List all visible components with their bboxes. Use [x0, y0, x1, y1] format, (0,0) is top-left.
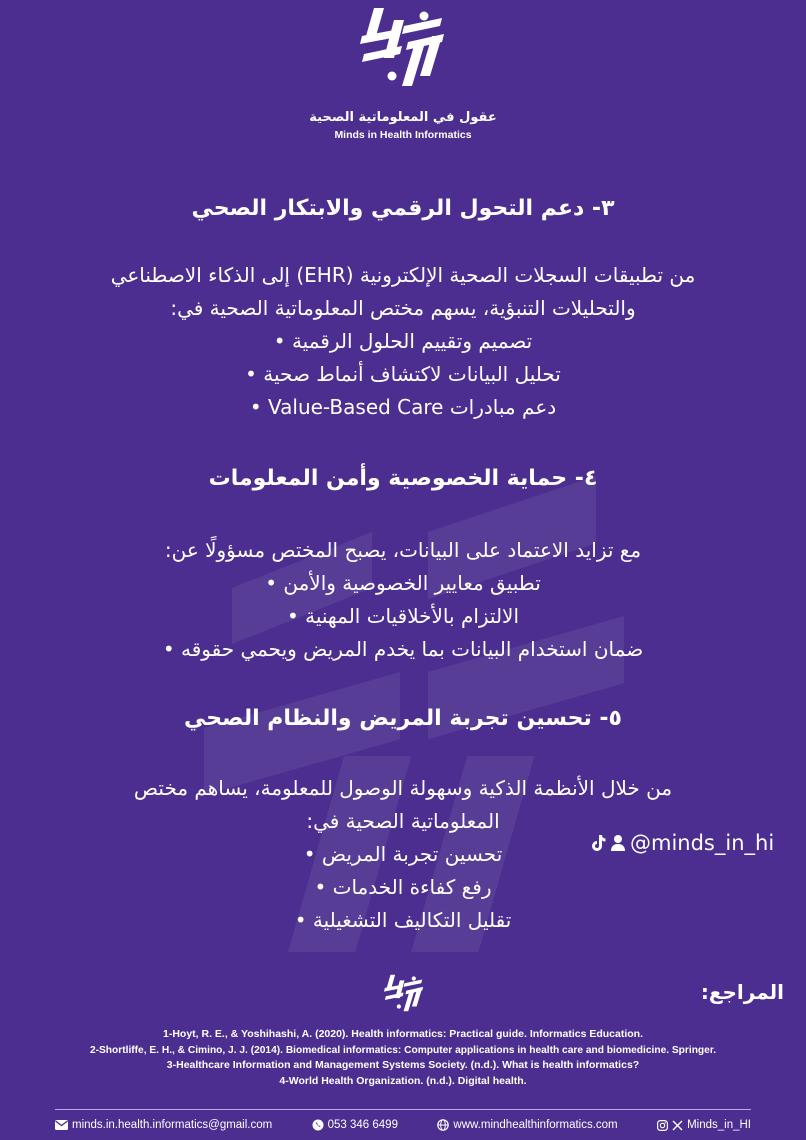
footer-website[interactable] [437, 1119, 617, 1131]
website-text: www.mindhealthinformatics.com [453, 1119, 618, 1131]
section-intro-line: مع تزايد الاعتماد على البيانات، يصبح المختص مسؤولًا عن: [164, 538, 642, 562]
section-intro-line: والتحليلات التنبؤية، يسهم مختص المعلوماتية الصحية في: [170, 296, 636, 320]
instagram-icon [657, 1120, 668, 1131]
brand-name-arabic: عقول في المعلوماتية الصحية [309, 110, 497, 125]
reference-item: 2-Shortliffe, E. H., & Cimino, J. J. (2014). Biomedical informatics: Computer applications in health care and biomedicine. Springer. [89, 1044, 717, 1056]
footer-contacts [55, 1116, 751, 1134]
brand-logo-icon [358, 6, 448, 88]
section-body-4 [40, 534, 766, 666]
globe-icon [437, 1119, 449, 1131]
bullet-item: تقليل التكاليف التشغيلية • [40, 904, 766, 937]
user-icon[interactable] [610, 834, 626, 852]
section-intro-line: من خلال الأنظمة الذكية وسهولة الوصول للمعلومة، يساهم مختص [133, 776, 673, 800]
x-handle-text: Minds_in_HI [687, 1119, 751, 1131]
whatsapp-icon [312, 1119, 324, 1131]
bullet-item: دعم مبادرات Value-Based Care • [40, 391, 766, 424]
bullet-item: تحسين تجربة المريض • [40, 838, 766, 871]
social-handle[interactable] [590, 826, 790, 860]
references-title: المراجع: [700, 980, 784, 1004]
reference-item: 1-Hoyt, R. E., & Yoshihashi, A. (2020). Health informatics: Practical guide. Informatics Education. [163, 1028, 643, 1040]
references-list [0, 1027, 806, 1089]
mail-icon [55, 1120, 68, 1130]
header-brand [0, 6, 806, 141]
email-text: minds.in.health.informatics@gmail.com [72, 1119, 273, 1131]
section-title-3: ٣- دعم التحول الرقمي والابتكار الصحي [191, 196, 615, 221]
brand-name-english: Minds in Health Informatics [334, 129, 472, 141]
bullet-item: تصميم وتقييم الحلول الرقمية • [40, 325, 766, 358]
x-icon [672, 1120, 683, 1131]
section-title-4: ٤- حماية الخصوصية وأمن المعلومات [208, 466, 598, 491]
small-brand-logo-icon [383, 972, 425, 1014]
bullet-item: الالتزام بالأخلاقيات المهنية • [40, 600, 766, 633]
footer-phone[interactable] [312, 1119, 398, 1131]
section-intro-line: من تطبيقات السجلات الصحية الإلكترونية (EHR) إلى الذكاء الاصطناعي [110, 263, 696, 287]
footer-email[interactable] [55, 1119, 272, 1131]
section-body-3 [40, 259, 766, 424]
section-intro-line: المعلوماتية الصحية في: [306, 809, 500, 833]
bullet-item: ضمان استخدام البيانات بما يخدم المريض ويحمي حقوقه • [40, 633, 766, 666]
social-handle-text: @minds_in_hi [630, 831, 775, 855]
bullet-item: رفع كفاءة الخدمات • [40, 871, 766, 904]
reference-item: 4-World Health Organization. (n.d.). Digital health. [279, 1074, 527, 1087]
phone-text: 053 346 6499 [327, 1119, 398, 1131]
section-title-5: ٥- تحسين تجربة المريض والنظام الصحي [184, 706, 622, 731]
footer-divider [55, 1109, 751, 1110]
bullet-item: تطبيق معايير الخصوصية والأمن • [40, 567, 766, 600]
bullet-item: تحليل البيانات لاكتشاف أنماط صحية • [40, 358, 766, 391]
reference-item: 3-Healthcare Information and Management Systems Society. (n.d.). What is health informatics? [166, 1059, 640, 1071]
footer-social[interactable] [657, 1119, 751, 1131]
tiktok-icon[interactable] [590, 834, 606, 852]
